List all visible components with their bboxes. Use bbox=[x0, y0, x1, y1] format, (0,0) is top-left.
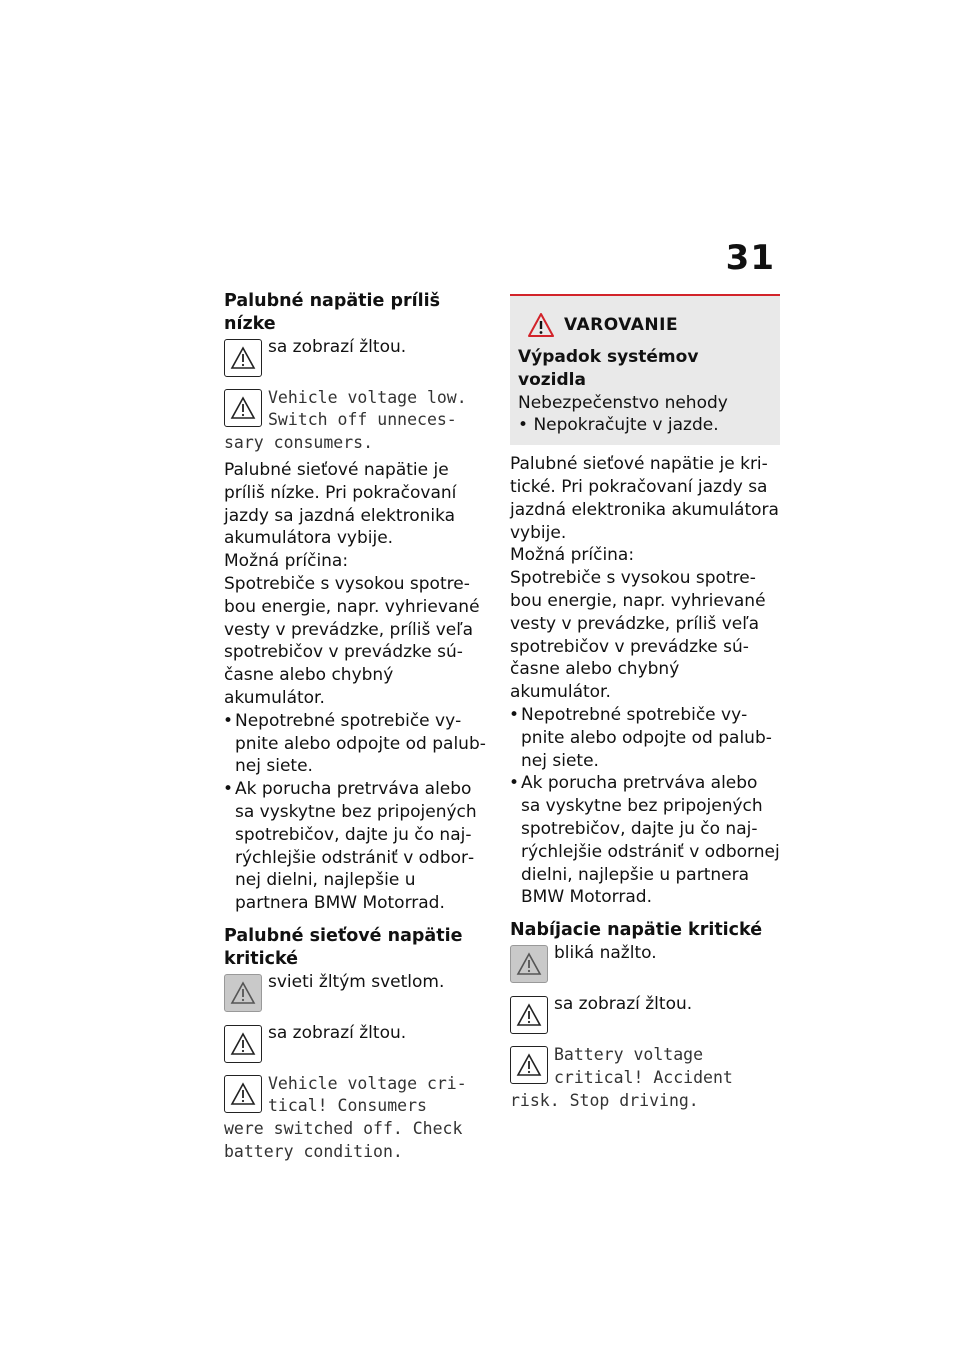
indicator-text: sa zobrazí žltou. bbox=[554, 993, 693, 1014]
display-message-line: battery condition. bbox=[224, 1141, 403, 1161]
warning-triangle-icon bbox=[224, 1025, 262, 1063]
list-item: • Ak porucha pretrváva alebo sa vyskytne bez pripojených spotrebičov, dajte ju čo najrýchlejšie odstrániť v odbornej dielni, najlepšie u partnera BMW Motorrad. bbox=[224, 778, 492, 915]
indicator-row bbox=[510, 942, 780, 987]
display-message-line: Switch off unneces- bbox=[268, 410, 457, 430]
warning-title: VAROVANIE bbox=[564, 314, 679, 335]
warning-bullet-text: Nepokračujte v jazde. bbox=[533, 415, 719, 436]
warning-subtitle: Výpadok systémov vozidla bbox=[518, 347, 699, 390]
display-message-line: risk. Stop driving. bbox=[510, 1090, 699, 1110]
body-text: Palubné sieťové napätie je príliš nízke. Pri pokračovaní jazdy sa jazdná elektronika akumulátora vybije. bbox=[224, 459, 457, 549]
action-list bbox=[510, 704, 780, 909]
display-message-line: were switched off. Check bbox=[224, 1119, 463, 1139]
indicator-text: sa zobrazí žltou. bbox=[268, 336, 407, 357]
warning-triangle-icon bbox=[510, 996, 548, 1034]
section-heading-voltage-low: Palubné napätie príliš nízke bbox=[224, 291, 441, 334]
display-message-line: critical! Accident bbox=[554, 1067, 733, 1087]
warning-triangle-filled-icon bbox=[224, 974, 262, 1012]
cause-text: Spotrebiče s vysokou spotrebou energie, napr. vyhrievané vesty v prevádzke, príliš veľa spotrebičov v prevádzke súčasne alebo chybný akumulátor. bbox=[510, 568, 766, 703]
indicator-row bbox=[510, 993, 780, 1038]
action-list bbox=[224, 710, 492, 915]
page-number: 31 bbox=[725, 238, 775, 278]
warning-triangle-red-icon bbox=[528, 312, 554, 338]
warning-line: Nebezpečenstvo nehody bbox=[518, 392, 728, 413]
display-message-line: tical! Consumers bbox=[268, 1096, 427, 1116]
warning-triangle-icon bbox=[224, 339, 262, 377]
list-item: • Nepotrebné spotrebiče vypnite alebo odpojte od palubnej siete. bbox=[510, 704, 780, 772]
indicator-row bbox=[224, 971, 492, 1016]
display-message-line: Vehicle voltage cri- bbox=[268, 1073, 467, 1093]
warning-triangle-filled-icon bbox=[510, 945, 548, 983]
indicator-text: sa zobrazí žltou. bbox=[268, 1022, 407, 1043]
list-item: • Nepotrebné spotrebiče vypnite alebo odpojte od palubnej siete. bbox=[224, 710, 492, 778]
body-text: Palubné sieťové napätie je kritické. Pri pokračovaní jazdy sa jazdná elektronika akumulátora vybije. bbox=[510, 454, 779, 543]
warning-triangle-icon bbox=[224, 1075, 262, 1113]
cause-label: Možná príčina: bbox=[510, 545, 635, 566]
section-heading-charging-critical: Nabíjacie napätie kritické bbox=[510, 920, 763, 941]
warning-triangle-icon bbox=[224, 389, 262, 427]
warning-bullet: • Nepokračujte v jazde. bbox=[518, 415, 719, 436]
list-item: • Ak porucha pretrváva alebo sa vyskytne bez pripojených spotrebičov, dajte ju čo najrýchlejšie odstrániť v odbornej dielni, najlepšie u partnera BMW Motorrad. bbox=[510, 772, 780, 909]
warning-box bbox=[510, 294, 780, 445]
warning-header bbox=[518, 312, 772, 338]
section-heading-voltage-critical: Palubné sieťové napätie kritické bbox=[224, 925, 463, 969]
warning-triangle-icon bbox=[510, 1046, 548, 1084]
indicator-text: bliká nažlto. bbox=[554, 942, 657, 963]
indicator-row bbox=[224, 336, 492, 381]
display-message-line: sary consumers. bbox=[224, 433, 374, 453]
cause-label: Možná príčina: bbox=[224, 551, 349, 572]
display-message-line: Vehicle voltage low. bbox=[268, 387, 467, 407]
cause-text: Spotrebiče s vysokou spotrebou energie, napr. vyhrievané vesty v prevádzke, príliš veľa spotrebičov v prevádzke súčasne alebo chybný akumulátor. bbox=[224, 573, 480, 708]
indicator-row bbox=[224, 1022, 492, 1067]
display-message-line: Battery voltage bbox=[554, 1044, 704, 1064]
right-column bbox=[510, 294, 780, 1112]
left-column bbox=[224, 290, 492, 1164]
display-message bbox=[224, 387, 492, 455]
display-message bbox=[224, 1073, 492, 1164]
display-message bbox=[510, 1044, 780, 1112]
indicator-text: svieti žltým svetlom. bbox=[268, 971, 445, 992]
